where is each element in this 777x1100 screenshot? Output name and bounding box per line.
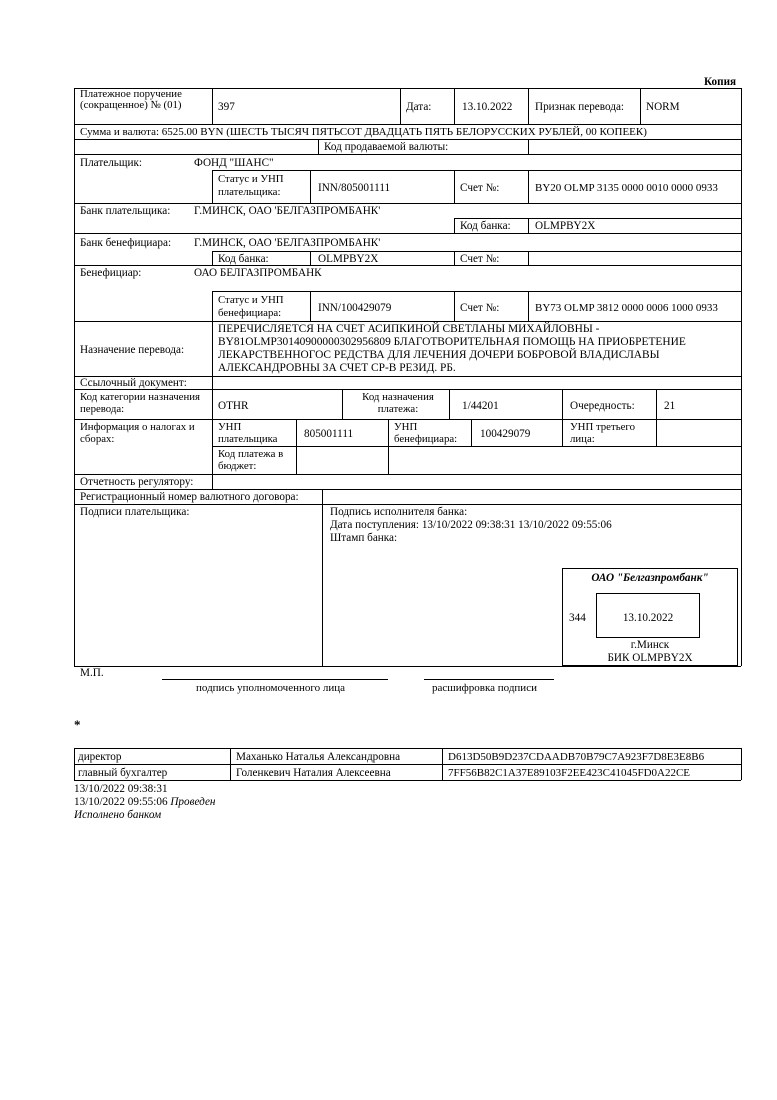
received-date-line: Дата поступления: 13/10/2022 09:38:31 13/10/2022 09:55:06 [330,519,612,531]
signer-role: директор [78,751,122,763]
beneficiary-bank-name: Г.МИНСК, ОАО 'БЕЛГАЗПРОМБАНК' [194,237,381,249]
log-executed-status: Исполнено банком [74,809,162,821]
purpose-code: 1/44201 [462,400,499,412]
stamp-number: 344 [569,612,586,624]
stamp-bank-name: ОАО "Белгазпромбанк" [591,572,709,584]
payer-unp-value: 805001111 [304,428,354,440]
beneficiary-label: Бенефициар: [80,267,142,279]
payer-unp-label: УНП плательщика [218,421,278,445]
order-number: 397 [218,101,235,113]
signer-name: Маханько Наталья Александровна [236,751,401,763]
log-received-time: 13/10/2022 09:38:31 [74,783,168,795]
log-processed-line [74,796,215,808]
signer-role: главный бухгалтер [78,767,168,779]
purpose-code-label: Код назначения платежа: [362,391,434,415]
payer-bank-code: OLMPBY2X [535,220,596,232]
log-processed-time: 13/10/2022 09:55:06 [74,796,168,808]
budget-code-label: Код платежа в бюджет: [218,448,284,472]
asterisk-mark: * [74,717,81,732]
stamp-bic: БИК OLMPBY2X [607,652,693,664]
purpose-label: Назначение перевода: [80,344,185,356]
currency-contract-label: Регистрационный номер валютного договора: [80,491,299,503]
signer-name: Голенкевич Наталия Алексеевна [236,767,391,779]
copy-label: Копия [704,76,737,88]
beneficiary-status-value: INN/100429079 [318,302,392,314]
payer-signatures-label: Подписи плательщика: [80,506,190,518]
log-processed-status: Проведен [170,796,216,808]
payer-bank-name: Г.МИНСК, ОАО 'БЕЛГАЗПРОМБАНК' [194,205,381,217]
amount-and-currency: Сумма и валюта: 6525.00 BYN (ШЕСТЬ ТЫСЯЧ ПЯТЬСОТ ДВАДЦАТЬ ПЯТЬ БЕЛОРУССКИХ РУБЛЕЙ, 00 КОПЕЕК) [80,126,647,138]
stamp-date-box [596,593,700,638]
payer-bank-label: Банк плательщика: [80,205,171,217]
payer-status-value: INN/805001111 [318,182,391,194]
signer-hash: D613D50B9D237CDAADB70B79C7A923F7D8E3E8B6 [448,751,705,763]
stamp-city: г.Минск [630,639,670,651]
bank-stamp-label: Штамп банка: [330,532,398,544]
priority-value: 21 [664,400,676,412]
beneficiary-bank-label: Банк бенефициара: [80,237,172,249]
regulator-report-label: Отчетность регулятору: [80,476,194,488]
stamp-date: 13.10.2022 [622,612,674,624]
signature-decoding-line [424,679,554,680]
authorized-signature-line [162,679,388,680]
bank-executor-signature-label: Подпись исполнителя банка: [330,506,468,518]
beneficiary-account-label: Счет №: [460,302,500,314]
beneficiary-unp-label: УНП бенефициара: [394,421,458,445]
payer-account: BY20 OLMP 3135 0000 0010 0000 0933 [535,182,718,194]
payer-name: ФОНД "ШАНС" [194,157,274,169]
transfer-sign-label: Признак перевода: [535,101,625,113]
sold-currency-code-label: Код продаваемой валюты: [324,141,449,153]
category-label: Код категории назначения перевода: [80,391,200,415]
date-label: Дата: [406,101,432,113]
third-party-unp-label: УНП третьего лица: [570,421,635,445]
reference-document-label: Ссылочный документ: [80,377,187,389]
payer-bank-code-label: Код банка: [460,220,511,232]
beneficiary-unp-value: 100429079 [480,428,531,440]
payer-account-label: Счет №: [460,182,500,194]
beneficiary-bank-code-label: Код банка: [218,253,269,265]
beneficiary-bank-account-label: Счет №: [460,253,500,265]
beneficiary-name: ОАО БЕЛГАЗПРОМБАНК [194,267,322,279]
payer-status-label: Статус и УНП плательщика: [218,173,284,198]
priority-label: Очередность: [570,400,635,412]
beneficiary-account: BY73 OLMP 3812 0000 0006 1000 0933 [535,302,718,314]
payer-label: Плательщик: [80,157,143,169]
beneficiary-bank-code: OLMPBY2X [318,253,379,265]
purpose-text: ПЕРЕЧИСЛЯЕТСЯ НА СЧЕТ АСИПКИНОЙ СВЕТЛАНЫ МИХАЙЛОВНЫ - BY81OLMP30140900000302956809 БЛАГОТВОРИТЕЛЬНАЯ ПОМОЩЬ НА ПРИОБРЕТЕНИЕ ЛЕКАРСТВЕННОГОС РЕДСТВА ДЛЯ ЛЕЧЕНИЯ ДОЧЕРИ БОБРОВОЙ ВЛАДИСЛАВЫ АЛЕКСАНДРОВНЫ ЗА СЧЕТ СР-В РЕЗИД. РБ. [218,323,686,374]
tax-info-label: Информация о налогах и сборах: [80,421,195,445]
authorized-signature-caption: подпись уполномоченного лица [196,682,345,694]
order-date: 13.10.2022 [462,101,513,113]
beneficiary-status-label: Статус и УНП бенефициара: [218,294,284,319]
seal-place-label: М.П. [80,667,104,679]
transfer-sign-value: NORM [646,101,680,113]
order-title: Платежное поручение (сокращенное) № (01) [80,88,182,111]
signer-hash: 7FF56B82C1A37E89103F2EE423C41045FD0A22CE [448,767,691,779]
bank-stamp [562,568,738,666]
signature-decoding-caption: расшифровка подписи [432,682,537,694]
category-value: OTHR [218,400,249,412]
